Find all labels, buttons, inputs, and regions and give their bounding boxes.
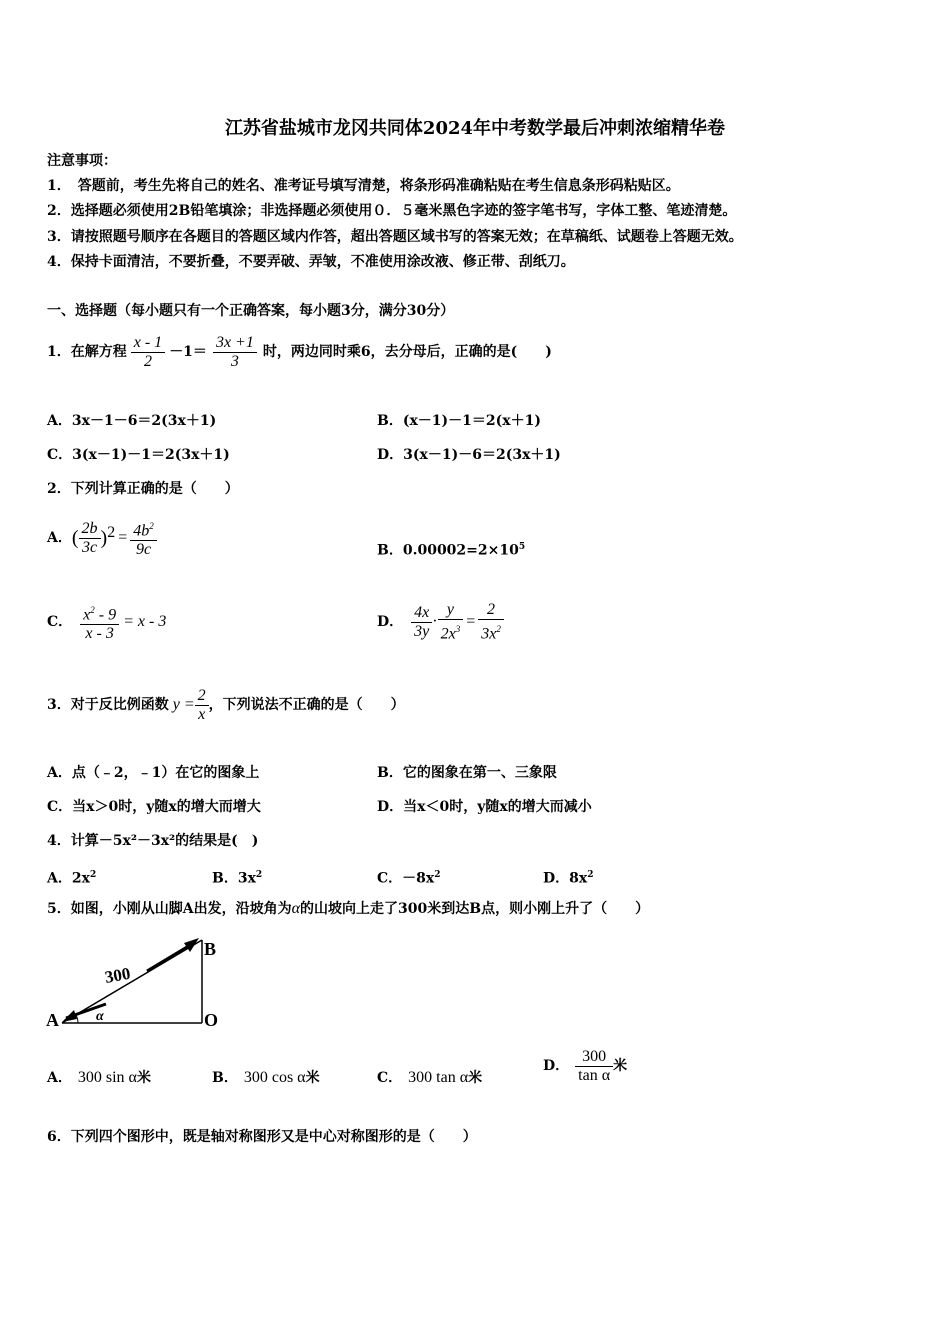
q2a-frac2 (130, 517, 157, 559)
q2-label-a: A． (47, 530, 72, 546)
q2d-den1: 3y (414, 622, 430, 640)
q2d-den3-exp: 2 (496, 623, 501, 634)
page-title: 江苏省盐城市龙冈共同体2024年中考数学最后冲刺浓缩精华卷 (224, 118, 726, 139)
open-paren: ( (71, 527, 79, 549)
q5d-num: 300 (575, 1048, 613, 1067)
q4c-exp: 2 (434, 870, 441, 880)
q2-label-d: D． (377, 614, 404, 630)
q5d-frac (575, 1048, 613, 1085)
q4c-text: C．－8x (377, 870, 435, 887)
q2c-num-rest: - 9 (94, 606, 117, 624)
point-b-label: B (204, 939, 217, 959)
notice-item: 4．保持卡面清洁，不要折叠，不要弄破、弄皱，不准使用涂改液、修正带、刮纸刀。 (47, 254, 575, 270)
q1-frac2-den: 3 (230, 352, 239, 370)
q5-option-a (47, 1069, 151, 1087)
q2c-den: x - 3 (85, 625, 114, 643)
q4a-exp: 2 (89, 870, 97, 880)
notice-heading: 注意事项： (47, 153, 117, 169)
q3-prefix: 3．对于反比例函数 (47, 697, 169, 713)
q2a-num2-exp: 2 (149, 520, 154, 531)
arrow-right-shaft (147, 944, 192, 971)
q2d-dot: · (432, 613, 438, 630)
point-o-label: O (204, 1010, 219, 1030)
q2c-num-exp: 2 (90, 604, 95, 615)
q3-option-a: A．点（﹣2，﹣1）在它的图象上 (47, 765, 260, 781)
q4-option-b (212, 866, 262, 888)
q3-den: x (198, 705, 206, 723)
q5b-unit: 米 (305, 1070, 320, 1086)
length-label: 300 (103, 963, 132, 987)
q2-option-a (47, 514, 157, 562)
close-paren: ) (100, 527, 108, 549)
q1-option-c: C．3(x－1)－1＝2(3x＋1) (47, 447, 230, 463)
q4b-exp: 2 (255, 870, 263, 880)
q1-prefix: 1．在解方程 (47, 344, 127, 360)
q5-option-b (212, 1069, 320, 1087)
question-3 (47, 681, 405, 729)
q2d-num2: y (438, 601, 464, 620)
q1-option-a: A．3x－1－6＝2(3x＋1) (47, 413, 217, 429)
q1-fraction-2 (213, 334, 257, 371)
q2a-equals: = (118, 529, 128, 546)
q4d-exp: 2 (587, 870, 594, 880)
q2a-den1: 3c (81, 538, 98, 556)
q3-fraction (195, 687, 209, 724)
q3-option-d: D．当x＜0时，y随x的增大而减小 (377, 799, 592, 815)
notice-item: 3．请按照题号顺序在各题目的答题区域内作答，超出答题区域书写的答案无效；在草稿纸、试题卷上答题无效。 (47, 229, 743, 245)
q4-option-c (377, 866, 441, 888)
q4b-text: B．3x (212, 870, 256, 887)
q5-label-d: D． (543, 1058, 570, 1074)
angle-label: α (96, 1009, 104, 1024)
q2-option-c (47, 598, 166, 646)
q2a-frac1 (79, 520, 101, 557)
q2a-den2: 9c (135, 541, 152, 559)
q2d-frac1 (411, 604, 432, 641)
q2-option-b (377, 538, 525, 560)
q2d-frac3 (478, 601, 504, 643)
question-1 (47, 328, 552, 376)
q2b-text: 0.00002=2×10 (402, 542, 519, 559)
q2d-frac2 (438, 601, 464, 643)
q5-alpha: α (291, 900, 301, 917)
q5-option-c (377, 1069, 482, 1087)
q2a-num2: 4b (133, 522, 150, 540)
q5-option-d (543, 1042, 627, 1090)
q5-label-a: A． (47, 1070, 72, 1086)
question-4: 4．计算－5x²－3x²的结果是( ) (47, 833, 259, 849)
q2d-equals: = (466, 613, 476, 630)
q1-option-d: D．3(x－1)－6＝2(3x＋1) (377, 447, 561, 463)
q3-option-c: C．当x＞0时，y随x的增大而增大 (47, 799, 261, 815)
q2c-num: x (83, 606, 91, 624)
question-6: 6．下列四个图形中，既是轴对称图形又是中心对称图形的是（ ） (47, 1129, 477, 1145)
point-a-label: A (46, 1010, 59, 1030)
q3-suffix: ，下列说法不正确的是（ ） (208, 697, 405, 713)
q5-stem-b: 的山坡向上走了300米到达B点，则小刚上升了（ ） (300, 901, 650, 917)
q4a-text: A．2x (47, 870, 90, 887)
q5a-unit: 米 (136, 1070, 151, 1086)
q5d-den: tan α (578, 1066, 611, 1084)
q1-option-b: B．(x－1)－1＝2(x＋1) (377, 413, 541, 429)
question-2: 2．下列计算正确的是（ ） (47, 481, 239, 497)
q1-suffix: 时，两边同时乘6，去分母后，正确的是( ) (262, 344, 552, 360)
q2d-den3: 3x (481, 625, 497, 643)
q2c-frac (80, 601, 119, 643)
section-heading: 一、选择题（每小题只有一个正确答案，每小题3分，满分30分） (47, 303, 455, 319)
q2c-rest: = x - 3 (123, 613, 167, 630)
q2d-num1: 4x (411, 604, 432, 623)
q2a-num1: 2b (79, 520, 101, 539)
q2-label-b: B． (377, 542, 403, 559)
q5c-expr: 300 tan α (408, 1069, 469, 1086)
q5-stem-a: 5．如图，小刚从山脚A出发，沿坡角为 (47, 901, 292, 917)
q1-mid: －1＝ (169, 344, 207, 360)
q2-label-c: C． (47, 614, 73, 630)
q2d-num3: 2 (478, 601, 504, 620)
q1-fraction-1 (131, 334, 165, 371)
q5-label-c: C． (377, 1070, 403, 1086)
q4-option-a (47, 866, 96, 888)
q3-num: 2 (195, 687, 209, 706)
q2b-exponent: 5 (518, 542, 526, 552)
q5-label-b: B． (212, 1070, 238, 1086)
q1-frac2-num: 3x +1 (213, 334, 257, 353)
slope-figure (44, 930, 234, 1035)
q4d-text: D．8x (543, 870, 588, 887)
question-5 (47, 900, 649, 918)
notice-item: 2．选择题必须使用2B铅笔填涂；非选择题必须使用０．５毫米黑色字迹的签字笔书写，字体工整、笔迹清楚。 (47, 203, 737, 219)
q5d-unit: 米 (613, 1058, 628, 1074)
q1-frac1-num: x - 1 (131, 334, 165, 353)
q5a-expr: 300 sin α (77, 1069, 137, 1086)
q2a-exponent: 2 (107, 524, 116, 541)
q2d-den2-exp: 3 (455, 623, 461, 634)
q3-option-b: B．它的图象在第一、三象限 (377, 765, 557, 781)
q2-option-d (377, 598, 504, 646)
arrow-left-head (62, 1010, 77, 1022)
q2d-den2: 2x (440, 625, 456, 643)
q5c-unit: 米 (468, 1070, 483, 1086)
notice-item: 1． 答题前，考生先将自己的姓名、准考证号填写清楚，将条形码准确粘贴在考生信息条形码粘贴区。 (47, 178, 680, 194)
q1-frac1-den: 2 (143, 352, 152, 370)
q3-y: y = (172, 696, 195, 713)
q4-option-d (543, 866, 594, 888)
q5b-expr: 300 cos α (243, 1069, 306, 1086)
